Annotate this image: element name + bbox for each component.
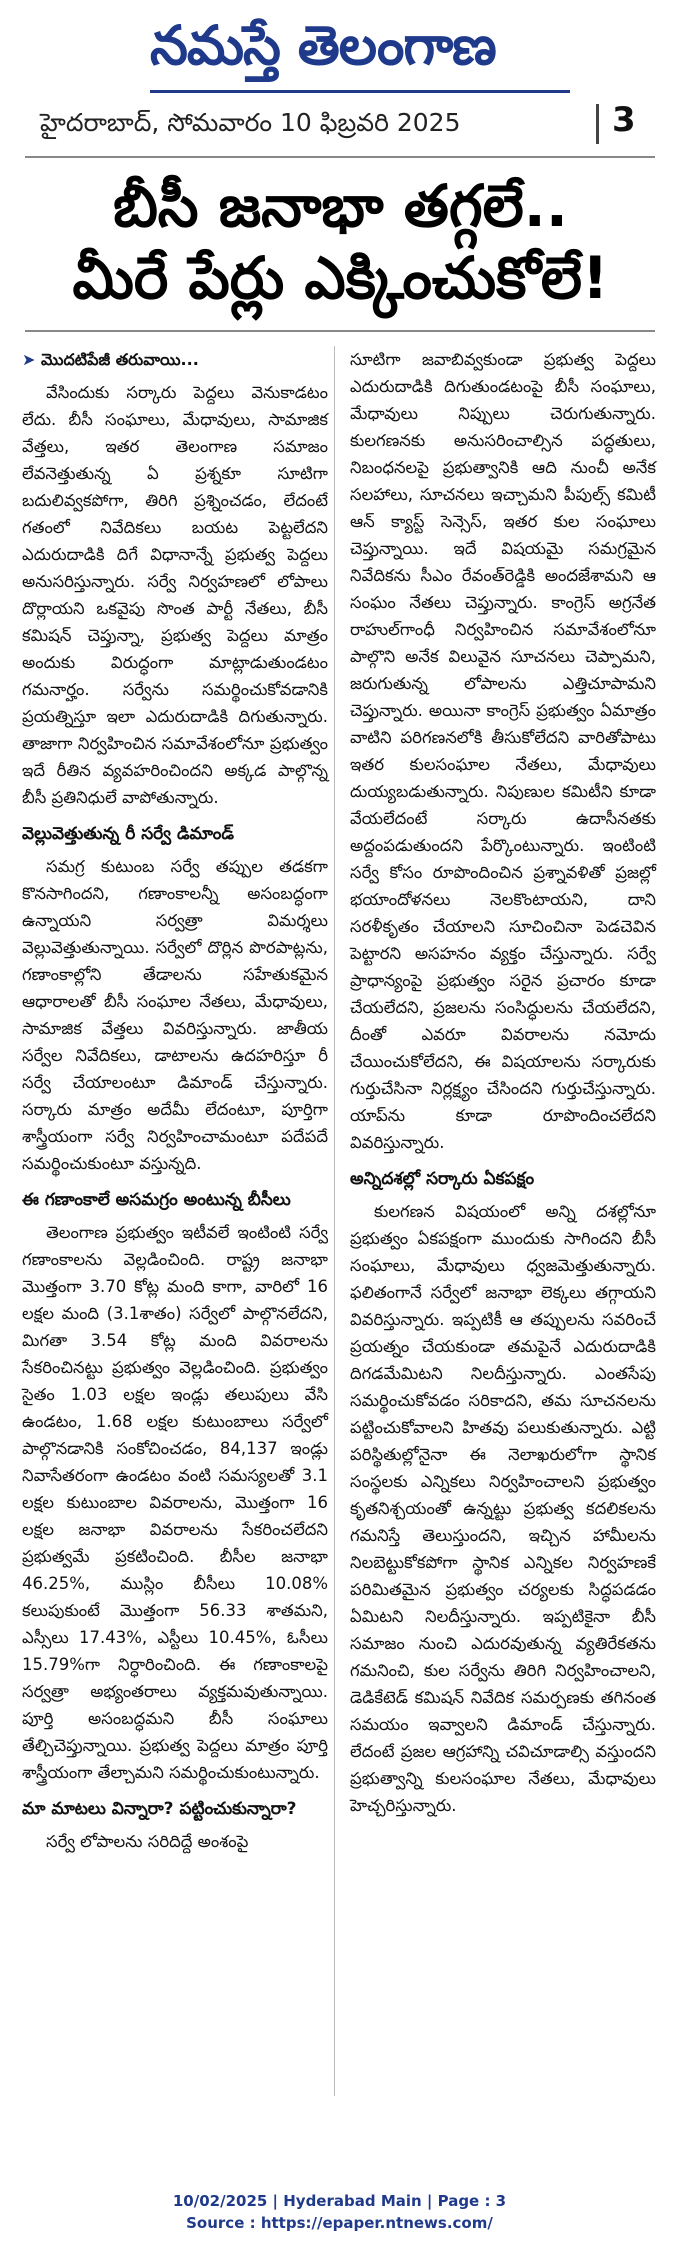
subheading-did-you-listen: మా మాటలు విన్నారా? పట్టించుకున్నారా? xyxy=(22,1799,297,1819)
arrow-icon: ➤ xyxy=(22,350,41,369)
column-divider xyxy=(334,346,335,2096)
subheading-unilateral-government: అన్నిదశల్లో సర్కారు ఏకపక్షం xyxy=(350,1169,535,1189)
dateline: హైదరాబాద్, సోమవారం 10 ఫిబ్రవరి 2025 xyxy=(40,108,461,137)
newspaper-logo: నమస్తే తెలంగాణ xyxy=(150,14,496,77)
headline-bottom-rule xyxy=(25,330,655,332)
dateline-divider xyxy=(596,104,599,144)
headline xyxy=(18,170,663,314)
subheading-resurvey-demand: వెల్లువెత్తుతున్న రీ సర్వే డిమాండ్ xyxy=(22,824,234,844)
article-column-right xyxy=(350,346,656,1827)
page-number: 3 xyxy=(612,100,636,140)
kicker-text: మొదటిపేజీ తరువాయి... xyxy=(40,350,199,369)
continuation-kicker xyxy=(22,346,328,373)
logo-underline xyxy=(150,90,570,93)
article-column-left xyxy=(22,346,328,1863)
headline-line-1: బీసీ జనాభా తగ్గలే.. xyxy=(113,172,568,240)
subheading-incomplete-stats: ఈ గణాంకాలే అసమగ్రం అంటున్న బీసీలు xyxy=(22,1190,291,1210)
article-paragraph: తెలంగాణ ప్రభుత్వం ఇటీవలే ఇంటింటి సర్వే గణాంకాలను వెల్లడించింది. రాష్ట్ర జనాభా మొత్తంగా 3.70 కోట్ల మంది కాగా, వారిలో 16 లక్షల మంది (3.1శాతం) సర్వేలో పాల్గొనలేదని, మిగతా 3.54 కోట్ల మంది వివరాలను సేకరించినట్టు ప్రభుత్వం వెల్లడించింది. ప్రభుత్వం సైతం 1.03 లక్షల ఇండ్లు తలుపులు వేసి ఉండటం, 1.68 లక్షల కుటుంబాలు సర్వేలో పాల్గొనడానికి సంకోచించడం, 84,137 ఇండ్లు నివాసేతరంగా ఉండటం వంటి సమస్యలతో 3.1 లక్షల కుటుంబాల వివరాలను, మొత్తంగా 16 లక్షల జనాభా వివరాలను సేకరించలేదని ప్రభుత్వమే ప్రకటించింది. బీసీల జనాభా 46.25%, ముస్లిం బీసీలు 10.08% కలుపుకుంటే మొత్తంగా 56.33 శాతమని, ఎస్సీలు 17.43%, ఎస్టీలు 10.45%, ఓసీలు 15.79%గా నిర్ధారించింది. ఈ గణాంకాలపై సర్వత్రా అభ్యంతరాలు వ్యక్తమవుతున్నాయి. పూర్తి అసంబద్ధమని బీసీ సంఘాలు తేల్చిచెప్తున్నాయి. ప్రభుత్వ పెద్దలు మాత్రం పూర్తి శాస్త్రీయంగా తేల్చామని సమర్థించుకుంటున్నారు. xyxy=(22,1223,328,1782)
headline-line-2: మీరే పేర్లు ఎక్కించుకోలే! xyxy=(72,244,609,312)
article-paragraph: సూటిగా జవాబివ్వకుండా ప్రభుత్వ పెద్దలు ఎదురుదాడికి దిగుతుండటంపై బీసీ సంఘాలు, మేధావులు నిప్పులు చెరుగుతున్నారు. కులగణనకు అనుసరించాల్సిన పద్ధతులు, నిబంధనలపై ప్రభుత్వానికి ఆది నుంచీ అనేక సలహాలు, సూచనలు ఇచ్చామని పీపుల్స్ కమిటీ ఆన్ క్యాస్ట్ సెన్సెస్, ఇతర కుల సంఘాలు చెప్తున్నాయి. ఇదే విషయమై సమగ్రమైన నివేదికను సీఎం రేవంత్‌రెడ్డికి అందజేశామని ఆ సంఘం నేతలు చెప్తున్నారు. కాంగ్రెస్ అగ్రనేత రాహుల్‌గాంధీ నిర్వహించిన సమావేశంలోనూ పాల్గొని అనేక విలువైన సూచనలు చెప్పామని, జరుగుతున్న లోపాలను ఎత్తిచూపామని చెప్తున్నారు. అయినా కాంగ్రెస్ ప్రభుత్వం ఏమాత్రం వాటిని పరిగణనలోకి తీసుకోలేదని వారితోపాటు ఇతర కులసంఘాల నేతలు, మేధావులు దుయ్యబడుతున్నారు. నిపుణుల కమిటీని కూడా వేయలేదంటే సర్కారు ఉదాసీనతకు అద్దంపడుతుందని పేర్కొంటున్నారు. ఇంటింటి సర్వే కోసం రూపొందించిన ప్రశ్నావళితో ప్రజల్లో భయాందోళనలు నెలకొంటాయని, దాని సరళీకృతం చేయాలని సూచించినా పెడచెవిన పెట్టారని అసహనం వ్యక్తం చేస్తున్నారు. సర్వే ప్రాధాన్యంపై ప్రభుత్వం సరైన ప్రచారం కూడా చేయలేదని, ప్రజలను సంసిద్ధులను చేయలేదని, దీంతో ఎవరూ వివరాలను నమోదు చేయించుకోలేదని, ఈ విషయాలను సర్కారుకు గుర్తుచేసినా నిర్లక్ష్యం చేసిందని గుర్తుచేస్తున్నారు. యాప్‌ను కూడా రూపొందించలేదని వివరిస్తున్నారు. xyxy=(350,350,656,1152)
footer-source-line: Source : https://epaper.ntnews.com/ xyxy=(186,2214,493,2232)
masthead xyxy=(0,0,679,150)
article-paragraph: సర్వే లోపాలను సరిదిద్దే అంశంపై xyxy=(46,1832,249,1851)
headline-top-rule xyxy=(25,156,655,158)
epaper-footer xyxy=(0,2190,679,2234)
article-paragraph: సమగ్ర కుటుంబ సర్వే తప్పుల తడకగా కొనసాగిందని, గణాంకాలన్నీ అసంబద్ధంగా ఉన్నాయని సర్వత్రా విమర్శలు వెల్లువెత్తుతున్నాయి. సర్వేలో దొర్లిన పొరపాట్లను, గణాంకాల్లోని తేడాలను సహేతుకమైన ఆధారాలతో బీసీ సంఘాల నేతలు, మేధావులు, సామాజిక వేత్తలు వివరిస్తున్నారు. జాతీయ సర్వేల నివేదికలు, డాటాలను ఉదహరిస్తూ రీ సర్వే చేయాలంటూ డిమాండ్ చేస్తున్నారు. సర్కారు మాత్రం అదేమీ లేదంటూ, పూర్తిగా శాస్త్రీయంగా సర్వే నిర్వహించామంటూ పదేపదే సమర్థించుకుంటూ వస్తున్నది. xyxy=(22,857,328,1173)
article-paragraph: వేసిందుకు సర్కారు పెద్దలు వెనుకాడటం లేదు. బీసీ సంఘాలు, మేధావులు, సామాజిక వేత్తలు, ఇతర తెలంగాణ సమాజం లేవనెత్తుతున్న ఏ ప్రశ్నకూ సూటిగా బదులివ్వకపోగా, తిరిగి ప్రశ్నించడం, లేదంటే గతంలో నివేదికలు బయట పెట్టలేదని ఎదురుదాడికి దిగే విధానాన్నే ప్రభుత్వ పెద్దలు అనుసరిస్తున్నారు. సర్వే నిర్వహణలో లోపాలు దొర్లాయని ఒకవైపు సొంత పార్టీ నేతలు, బీసీ కమిషన్ చెప్తున్నా, ప్రభుత్వ పెద్దలు మాత్రం అందుకు విరుద్ధంగా మాట్లాడుతుండటం గమనార్హం. సర్వేను సమర్థించుకోవడానికి ప్రయత్నిస్తూ ఇలా ఎదురుదాడికి దిగుతున్నారు. తాజాగా నిర్వహించిన సమావేశంలోనూ ప్రభుత్వం ఇదే రీతిన వ్యవహరించిందని అక్కడ పాల్గొన్న బీసీ ప్రతినిధులే వాపోతున్నారు. xyxy=(22,383,328,807)
footer-edition-line: 10/02/2025 | Hyderabad Main | Page : 3 xyxy=(172,2192,507,2210)
article-paragraph: కులగణన విషయంలో అన్ని దశల్లోనూ ప్రభుత్వం ఏకపక్షంగా ముందుకు సాగిందని బీసీ సంఘాలు, మేధావులు ధ్వజమెత్తుతున్నారు. ఫలితంగానే సర్వేలో జనాభా లెక్కలు తగ్గాయని వివరిస్తున్నారు. ఇప్పటికీ ఆ తప్పులను సవరించే ప్రయత్నం చేయకుండా తమపైనే ఎదురుదాడికి దిగడమేమిటని నిలదీస్తున్నారు. ఎంతసేపు సమర్థించుకోవడం సరికాదని, తమ సూచనలను పట్టించుకోవాలని హితవు పలుకుతున్నారు. ఎట్టి పరిస్థితుల్లోనైనా ఈ నెలాఖరులోగా స్థానిక సంస్థలకు ఎన్నికలు నిర్వహించాలని ప్రభుత్వం కృతనిశ్చయంతో ఉన్నట్టు ప్రభుత్వ కదలికలను గమనిస్తే తెలుస్తుందని, ఇచ్చిన హామీలను నిలబెట్టుకోకపోగా స్థానిక ఎన్నికల నిర్వహణకే పరిమితమైన ప్రభుత్వం చర్యలకు సిద్ధపడడం ఏమిటని నిలదీస్తున్నారు. ఇప్పటికైనా బీసీ సమాజం నుంచి ఎదురవుతున్న వ్యతిరేకతను గమనించి, కుల సర్వేను తిరిగి నిర్వహించాలని, డెడికేటెడ్ కమిషన్ నివేదిక సమర్పణకు తగినంత సమయం ఇవ్వాలని డిమాండ్ చేస్తున్నారు. లేదంటే ప్రజల ఆగ్రహాన్ని చవిచూడాల్సి వస్తుందని ప్రభుత్వాన్ని కులసంఘాల నేతలు, మేధావులు హెచ్చరిస్తున్నారు. xyxy=(350,1202,656,1815)
